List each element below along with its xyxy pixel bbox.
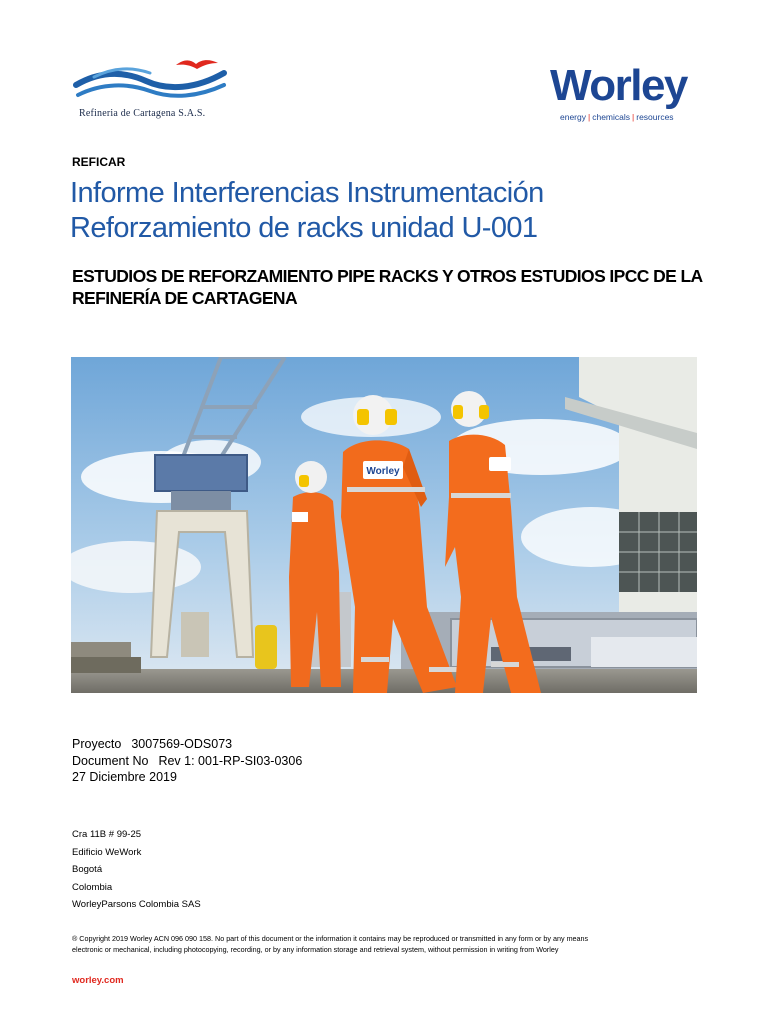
worley-logo — [548, 61, 718, 126]
project-row — [72, 736, 302, 753]
title-line-2: Reforzamiento de racks unidad U-001 — [70, 212, 538, 244]
document-date: 27 Diciembre 2019 — [72, 770, 177, 784]
reficar-caption: Refineria de Cartagena S.A.S. — [79, 108, 206, 119]
document-subtitle — [72, 265, 712, 309]
worley-wordmark: Worley — [550, 61, 687, 110]
address-line: Cra 11B # 99-25 — [72, 829, 142, 840]
subtitle-line-1: ESTUDIOS DE REFORZAMIENTO PIPE RACKS Y OTROS ESTUDIOS IPCC DE LA — [72, 266, 703, 286]
client-name: REFICAR — [72, 155, 126, 169]
wave-logo-icon — [72, 55, 232, 107]
project-value: 3007569-ODS073 — [131, 737, 233, 751]
tagline-resources: resources — [636, 112, 674, 122]
copyright-line-1: ® Copyright 2019 Worley ACN 096 090 158. No part of this document or the information it contains may be reproduced or transmitted in any form or by any means — [72, 934, 589, 943]
copyright-notice — [72, 934, 702, 955]
address-line: WorleyParsons Colombia SAS — [72, 899, 201, 910]
document-number-value: Rev 1: 001-RP-SI03-0306 — [158, 753, 303, 768]
project-info — [72, 736, 302, 786]
worley-badge-text: Worley — [366, 466, 400, 477]
document-number-label: Document No — [72, 753, 149, 768]
document-title — [70, 176, 710, 246]
workers-at-port-crane-photo — [71, 357, 697, 693]
subtitle-line-2: REFINERÍA DE CARTAGENA — [72, 288, 297, 308]
address-line: Colombia — [72, 881, 113, 893]
hero-photo — [71, 357, 697, 693]
tagline-energy: energy — [560, 112, 586, 122]
copyright-line-2: electronic or mechanical, including photocopying, recording, or by any information storage and retrieval system, without permission in writing from Worley — [72, 944, 559, 954]
address-line: Bogotá — [72, 864, 103, 875]
title-line-1: Informe Interferencias Instrumentación — [70, 177, 544, 209]
project-label: Proyecto — [72, 737, 122, 751]
document-number-row — [72, 753, 302, 770]
website-link[interactable]: worley.com — [72, 975, 124, 986]
worley-tagline: energy | chemicals | resources — [560, 112, 674, 122]
address-line: Edificio WeWork — [72, 846, 142, 858]
tagline-chemicals: chemicals — [592, 112, 631, 122]
office-address — [72, 826, 201, 914]
